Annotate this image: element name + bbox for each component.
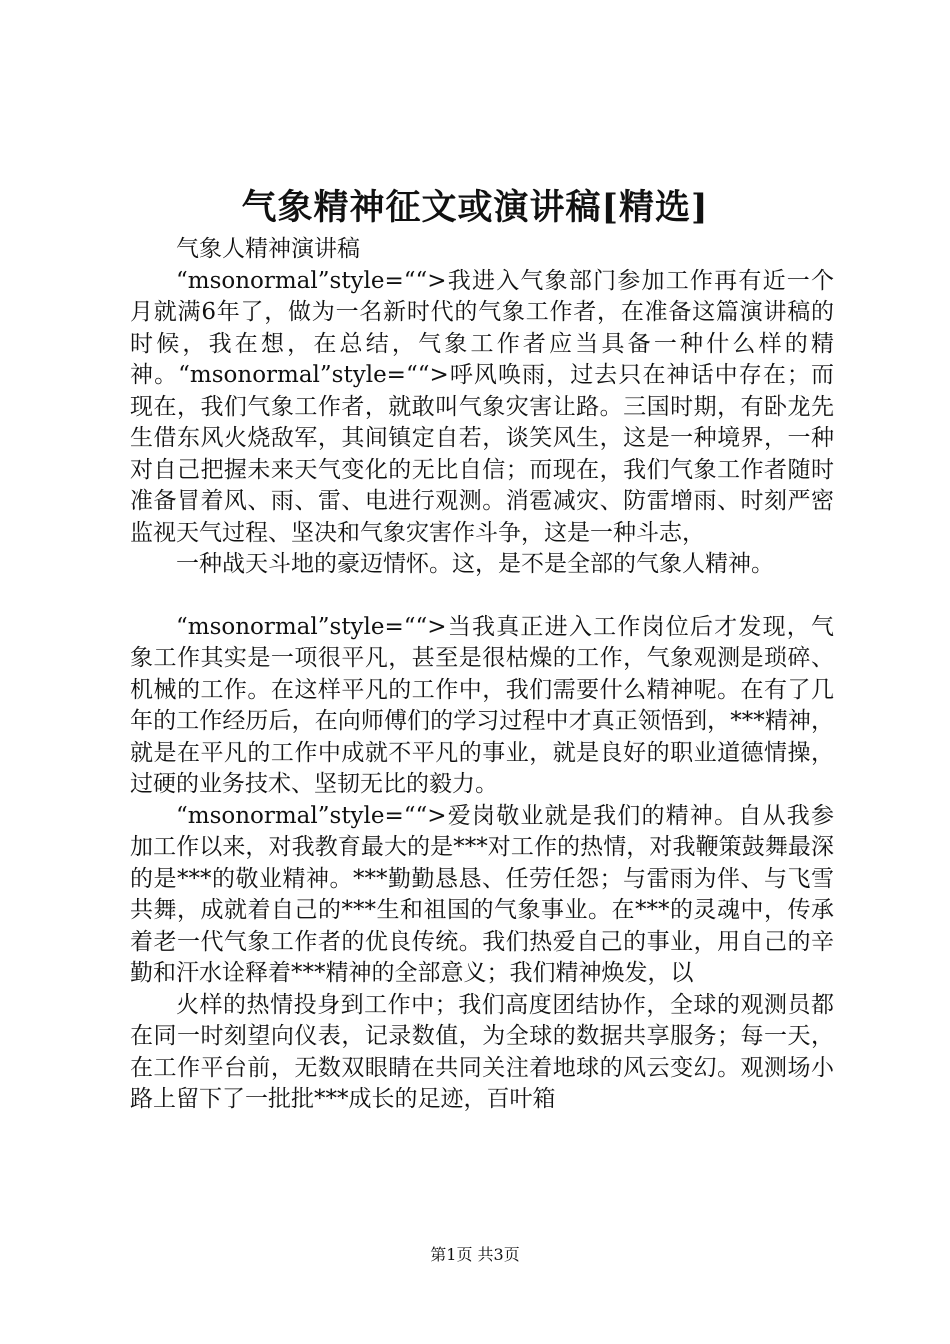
document-body — [130, 234, 834, 1116]
paragraph: “msonormal”style=““>爱岗敬业就是我们的精神。自从我参加工作以来，对我教育最大的是***对工作的热情，对我鞭策鼓舞最深的是***的敬业精神。***勤勤恳恳、任劳任怨；与雷雨为伴、与飞雪共舞，成就着自己的***生和祖国的气象事业。在***的灵魂中，传承着老一代气象工作者的优良传统。我们热爱自己的事业，用自己的辛勤和汗水诠释着***精神的全部意义；我们精神焕发，以 — [130, 802, 834, 986]
paragraph: 火样的热情投身到工作中；我们高度团结协作，全球的观测员都在同一时刻望向仪表，记录数值，为全球的数据共享服务；每一天，在工作平台前，无数双眼睛在共同关注着地球的风云变幻。观测场小路上留下了一批批***成长的足迹，百叶箱 — [130, 991, 834, 1112]
paragraph: “msonormal”style=““>我进入气象部门参加工作再有近一个月就满6年了，做为一名新时代的气象工作者，在准备这篇演讲稿的时候，我在想，在总结，气象工作者应当具备一种什么样的精神。“msonormal”style=““>呼风唤雨，过去只在神话中存在；而现在，我们气象工作者，就敢叫气象灾害让路。三国时期，有卧龙先生借东风火烧敌军，其间镇定自若，谈笑风生，这是一种境界，一种对自己把握未来天气变化的无比自信；而现在，我们气象工作者随时准备冒着风、雨、雷、电进行观测。消雹减灾、防雷增雨、时刻严密监视天气过程、坚决和气象灾害作斗争，这是一种斗志， — [130, 267, 834, 546]
page-title: 气象精神征文或演讲稿[精选] — [241, 187, 709, 228]
page-footer: 第1页 共3页 — [430, 1245, 520, 1264]
paragraph-subtitle: 气象人精神演讲稿 — [176, 236, 360, 262]
paragraph: 一种战天斗地的豪迈情怀。这，是不是全部的气象人精神。 — [176, 551, 774, 577]
paragraph-spacer — [130, 581, 834, 612]
paragraph: “msonormal”style=““>当我真正进入工作岗位后才发现，气象工作其实是一项很平凡，甚至是很枯燥的工作，气象观测是琐碎、机械的工作。在这样平凡的工作中，我们需要什么精神呢。在有了几年的工作经历后，在向师傅们的学习过程中才真正领悟到，***精神，就是在平凡的工作中成就不平凡的事业，就是良好的职业道德情操，过硬的业务技术、坚韧无比的毅力。 — [130, 613, 834, 797]
